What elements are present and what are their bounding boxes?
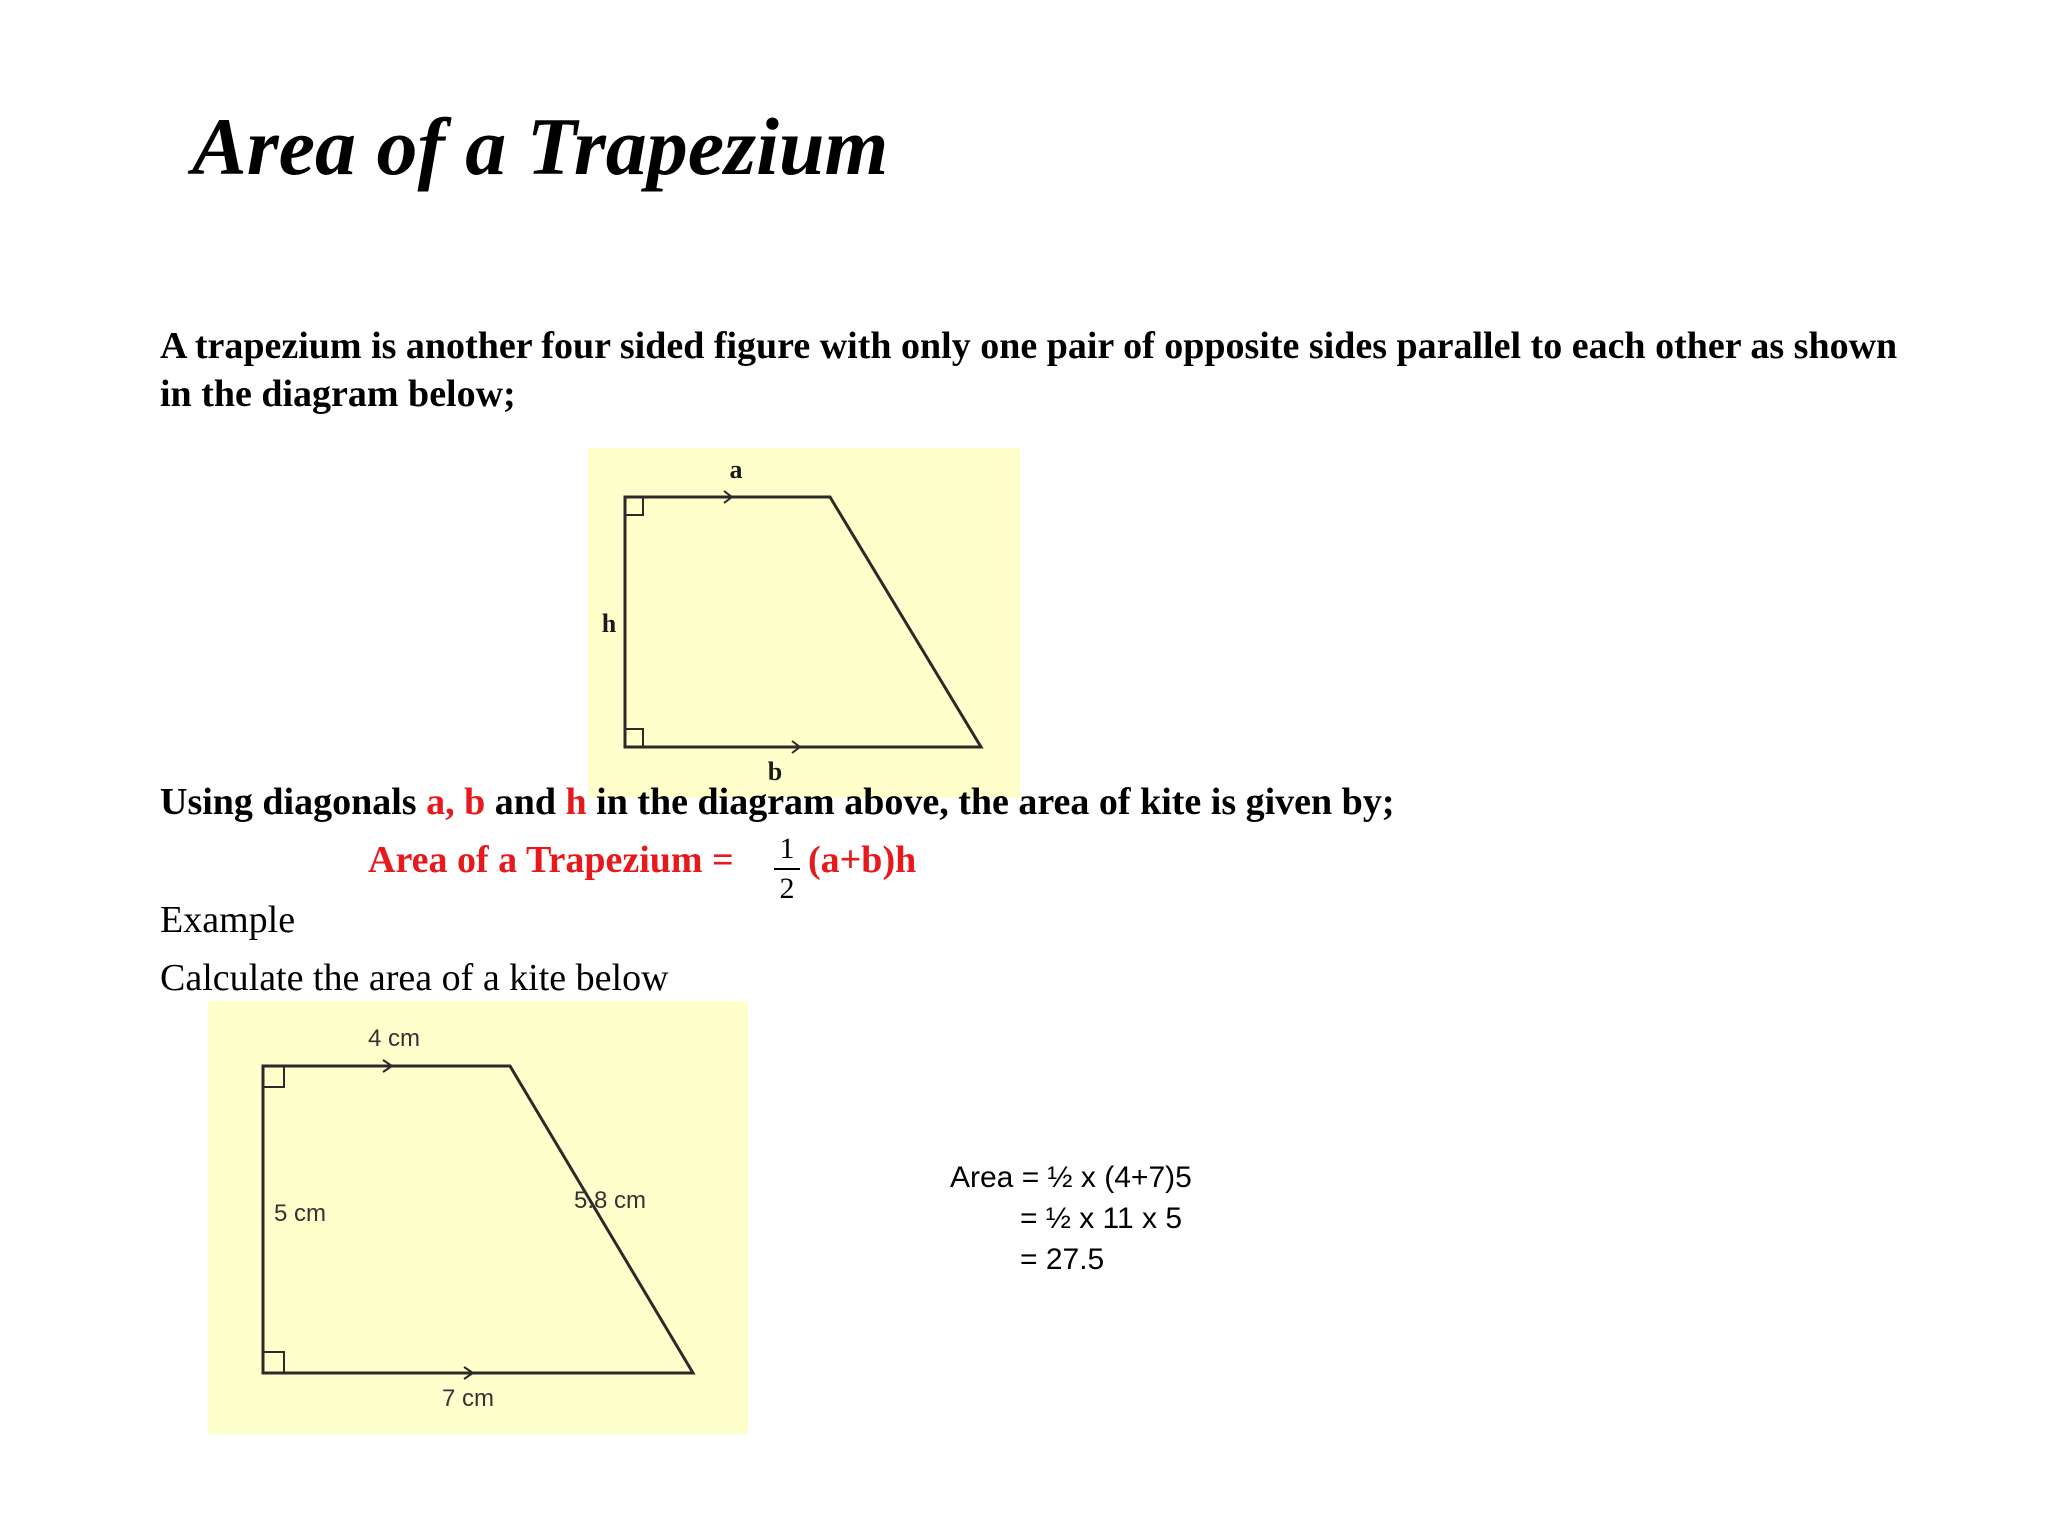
using-prefix: Using diagonals	[160, 781, 427, 823]
intro-paragraph: A trapezium is another four sided figure with only one pair of opposite sides parallel to each other as shown in the diagram below;	[160, 325, 1898, 415]
label-h: h	[601, 609, 617, 638]
formula-fraction	[772, 832, 802, 906]
label-a: a	[729, 455, 743, 484]
fraction-bar	[774, 868, 800, 870]
label-b: b	[767, 757, 783, 786]
formula-intro-sentence	[160, 778, 1394, 826]
using-and: and	[485, 781, 566, 823]
solution-line-2: = ½ x 11 x 5	[1020, 1202, 1183, 1235]
worked-solution	[950, 1157, 1192, 1280]
using-vars-ab: a, b	[426, 781, 486, 823]
label-bottom-length: 7 cm	[441, 1385, 495, 1412]
formula-rhs: (a+b)h	[808, 839, 917, 881]
using-var-h: h	[565, 781, 587, 823]
example-trapezium-diagram	[208, 1001, 748, 1434]
trapezium-diagram	[588, 448, 1020, 798]
formula-lhs: Area of a Trapezium =	[368, 839, 734, 881]
example-heading: Example	[160, 899, 296, 941]
label-slant-length: 5.8 cm	[573, 1187, 647, 1214]
example-prompt: Calculate the area of a kite below	[160, 957, 669, 999]
fraction-denominator: 2	[779, 872, 795, 905]
page-title: Area of a Trapezium	[192, 101, 889, 192]
label-top-length: 4 cm	[367, 1025, 421, 1052]
using-suffix: in the diagram above, the area of kite is given by;	[586, 781, 1395, 823]
solution-line-1: Area = ½ x (4+7)5	[950, 1161, 1192, 1194]
label-height: 5 cm	[274, 1200, 327, 1227]
solution-line-3: = 27.5	[1020, 1243, 1105, 1276]
fraction-numerator: 1	[779, 832, 795, 865]
